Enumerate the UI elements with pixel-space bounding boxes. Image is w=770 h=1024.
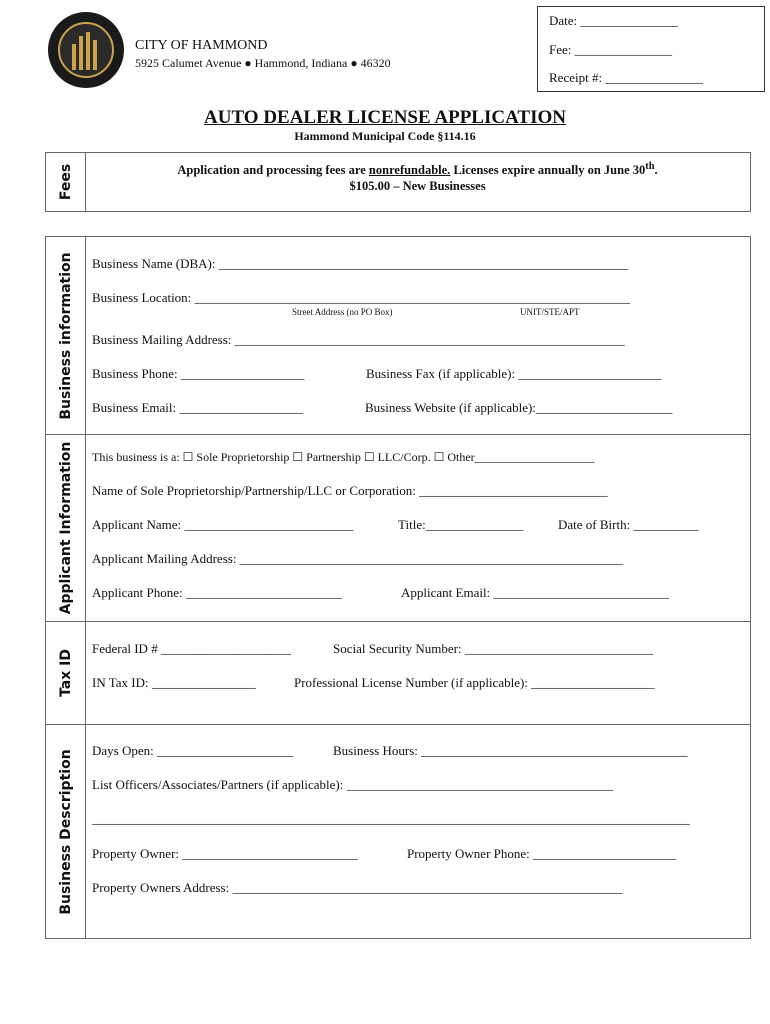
property-owner-phone-field[interactable]: Property Owner Phone: ______________________: [407, 846, 677, 861]
business-info-label: Business information: [57, 251, 74, 420]
applicant-info-section: [45, 434, 751, 622]
entity-name-field[interactable]: Name of Sole Proprietorship/Partnership/LLC or Corporation: _____________________________: [92, 483, 608, 498]
office-use-box: [537, 6, 765, 92]
street-address-hint: Street Address (no PO Box): [292, 307, 393, 317]
fees-line-1: [85, 161, 750, 178]
business-description-section: [45, 724, 751, 939]
professional-license-field[interactable]: Professional License Number (if applicable): ___________________: [294, 675, 655, 690]
business-fax-field[interactable]: Business Fax (if applicable): ______________________: [366, 366, 662, 381]
date-field[interactable]: Date: _______________: [549, 13, 678, 28]
applicant-title-field[interactable]: Title:_______________: [398, 517, 524, 532]
business-info-label-column: [46, 237, 86, 434]
fees-label-column: [46, 153, 86, 211]
tax-id-section: [45, 621, 751, 725]
business-location-field[interactable]: Business Location: ___________________________________________________________________: [92, 290, 631, 305]
business-description-label: Business Description: [57, 748, 74, 915]
business-phone-field[interactable]: Business Phone: ___________________: [92, 366, 305, 381]
fees-text-c: Licenses expire annually on June 30: [450, 163, 646, 178]
property-owner-field[interactable]: Property Owner: ___________________________: [92, 846, 358, 861]
tax-id-label: Tax ID: [57, 649, 74, 697]
business-type-checkboxes[interactable]: This business is a: ☐ Sole Proprietorship ☐ Partnership ☐ LLC/Corp. ☐ Other____________________: [92, 450, 595, 464]
tax-id-label-column: [46, 622, 86, 724]
fees-sup: th: [645, 161, 655, 172]
city-name: CITY OF HAMMOND: [135, 38, 268, 53]
fees-section: [45, 152, 751, 212]
property-owner-address-field[interactable]: Property Owners Address: ____________________________________________________________: [92, 880, 623, 895]
business-info-section: [45, 236, 751, 435]
days-open-field[interactable]: Days Open: _____________________: [92, 743, 294, 758]
applicant-dob-field[interactable]: Date of Birth: __________: [558, 517, 699, 532]
business-name-field[interactable]: Business Name (DBA): _______________________________________________________________: [92, 256, 629, 271]
fees-nonrefundable: nonrefundable.: [368, 163, 451, 178]
fees-label: Fees: [57, 163, 74, 201]
ssn-field[interactable]: Social Security Number: _____________________________: [333, 641, 654, 656]
applicant-phone-field[interactable]: Applicant Phone: ________________________: [92, 585, 342, 600]
form-title: AUTO DEALER LICENSE APPLICATION: [204, 107, 566, 128]
federal-id-field[interactable]: Federal ID # ____________________: [92, 641, 291, 656]
in-tax-id-field[interactable]: IN Tax ID: ________________: [92, 675, 256, 690]
business-description-label-column: [46, 725, 86, 938]
applicant-name-field[interactable]: Applicant Name: __________________________: [92, 517, 354, 532]
business-website-field[interactable]: Business Website (if applicable):_____________________: [365, 400, 673, 415]
business-hours-field[interactable]: Business Hours: _________________________________________: [333, 743, 688, 758]
fees-line-2: $105.00 – New Businesses: [349, 179, 486, 193]
form-subtitle: Hammond Municipal Code §114.16: [294, 129, 476, 143]
officers-field[interactable]: List Officers/Associates/Partners (if applicable): _________________________________________: [92, 777, 614, 792]
applicant-email-field[interactable]: Applicant Email: ___________________________: [401, 585, 669, 600]
city-address: 5925 Calumet Avenue ● Hammond, Indiana ● 46320: [135, 56, 391, 70]
business-email-field[interactable]: Business Email: ___________________: [92, 400, 303, 415]
receipt-field[interactable]: Receipt #: _______________: [549, 70, 703, 85]
unit-hint: UNIT/STE/APT: [520, 307, 580, 317]
fees-text-a: Application and processing fees are: [177, 163, 369, 178]
applicant-info-label: Applicant Information: [57, 441, 74, 615]
business-mailing-field[interactable]: Business Mailing Address: ____________________________________________________________: [92, 332, 625, 347]
fee-field[interactable]: Fee: _______________: [549, 42, 673, 57]
applicant-info-label-column: [46, 435, 86, 621]
officers-continuation-line[interactable]: ____________________________________________________________________________________________: [92, 811, 690, 826]
city-seal-logo: [48, 12, 124, 88]
fees-text-d: .: [654, 163, 658, 178]
seal-emblem: [70, 30, 102, 70]
applicant-mailing-field[interactable]: Applicant Mailing Address: ___________________________________________________________: [92, 551, 624, 566]
